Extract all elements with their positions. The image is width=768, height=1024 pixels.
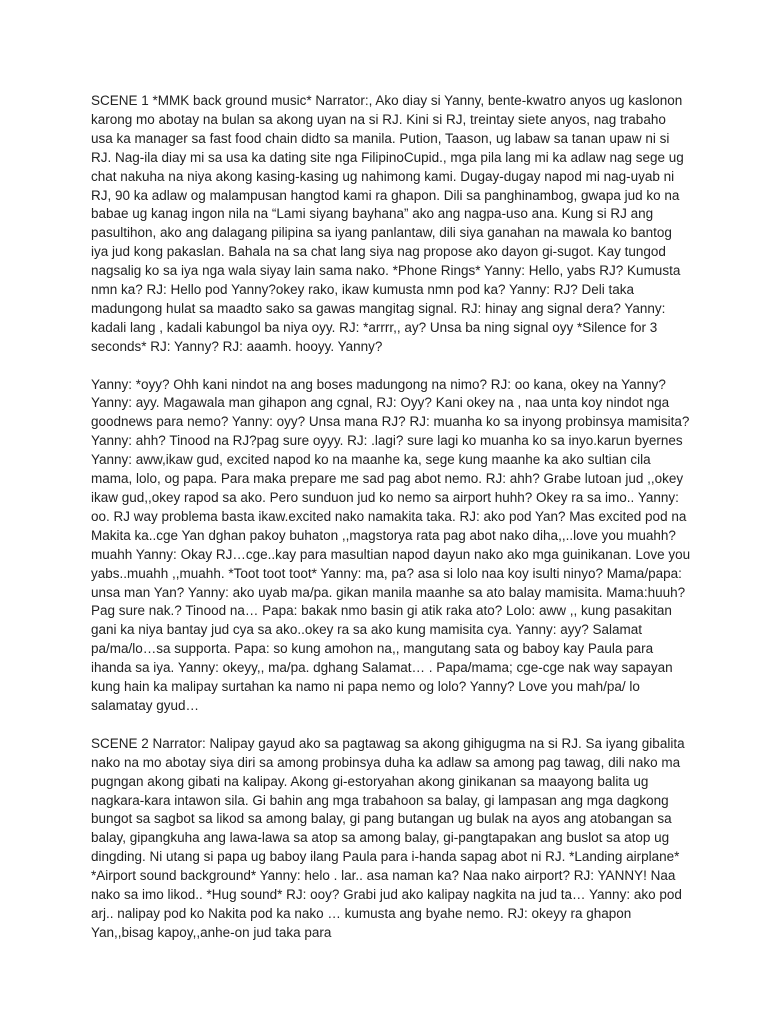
- phone-call-paragraph: Yanny: *oyy? Ohh kani nindot na ang boses madungong na nimo? RJ: oo kana, okey na Yanny? Yanny: ayy. Magawala man gihapon ang cgnal, RJ: Oyy? Kani okey na , naa unta koy nindot nga goodnews para nemo? Yanny: oyy? Unsa mana RJ? RJ: muanha ko sa inyong probinsya mamisita? Yanny: ahh? Tinood na RJ?pag sure oyyy. RJ: .lagi? sure lagi ko muanha ko sa inyo.karun byernes Yanny: aww,ikaw gud, excited napod ko na maanhe ka, sege kung maanhe ka ako sultian cila mama, lolo, og papa. Para maka prepare me sad pag abot nemo. RJ: ahh? Grabe lutoan jud ,,okey ikaw gud,,okey rapod sa ako. Pero sunduon jud ko nemo sa airport huhh? Okey ra sa imo.. Yanny: oo. RJ way problema basta ikaw.excited nako namakita taka. RJ: ako pod Yan? Mas excited pod na Makita ka..cge Yan dghan pakoy buhaton ,,magstorya rata pag abot nako diha,,..love you muahh?muahh Yanny: Okay RJ…cge..kay para masultian napod dayun nako ako mga guinikanan. Love you yabs..muahh ,,muahh. *Toot toot toot* Yanny: ma, pa? asa si lolo naa koy isulti ninyo? Mama/papa: unsa man Yan? Yanny: ako uyab ma/pa. gikan manila maanhe sa ato balay mamisita. Mama:huuh? Pag sure nak.? Tinood na… Papa: bakak nmo basin gi atik raka ato? Lolo: aww ,, kung pasakitan gani ka niya bantay jud cya sa ako..okey ra sa ako kung mamisita cya. Yanny: ayy? Salamat pa/ma/lo…sa supporta. Papa: so kung amohon na,, mangutang sata og baboy kay Paula para ihanda sa iya. Yanny: okeyy,, ma/pa. dghang Salamat… . Papa/mama; cge-cge nak way sapayan kung hain ka malipay surtahan ka namo ni papa nemo og lolo? Yanny? Love you mah/pa/ lo salamatay gyud…: [91, 376, 691, 713]
- scene-2-paragraph: SCENE 2 Narrator: Nalipay gayud ako sa pagtawag sa akong gihigugma na si RJ. Sa iyang gibalita nako na mo abotay siya diri sa among probinsya duha ka adlaw sa among pag tawag, dili nako ma pugngan akong gibati na kalipay. Akong gi-estoryahan akong ginikanan sa maayong balita ug nagkara-kara intawon sila. Gi bahin ang mga trabahoon sa balay, gi lampasan ang mga dagkong bungot sa sagbot sa likod sa among balay, gi pang butangan ug bulak na ayos ang atobangan sa balay, gipangkuha ang lawa-lawa sa atop sa among balay, gi-pangtapakan ang buslot sa atop ug dingding. Ni utang si papa ug baboy ilang Paula para i-handa sapag abot ni RJ. *Landing airplane* *Airport sound background* Yanny: helo . lar.. asa naman ka? Naa nako airport? RJ: YANNY! Naa nako sa imo likod.. *Hug sound* RJ: ooy? Grabi jud ako kalipay nagkita na jud ta… Yanny: ako pod arj.. nalipay pod ko Nakita pod ka nako … kumusta ang byahe nemo. RJ: okeyy ra ghapon Yan,,bisag kapoy,,anhe-on jud taka para: [91, 735, 685, 940]
- scene-1-paragraph: SCENE 1 *MMK back ground music* Narrator:, Ako diay si Yanny, bente-kwatro anyos ug kaslonon karong mo abotay na bulan sa akong uyan na si RJ. Kini si RJ, treintay siete anyos, nag trabaho usa ka manager sa fast food chain didto sa manila. Pution, Taason, ug labaw sa tanan upaw ni si RJ. Nag-ila diay mi sa usa ka dating site nga FilipinoCupid., mga pila lang mi ka adlaw nag sege ug chat nakuha na niya akong kasing-kasing ug nahimong kami. Dugay-dugay napod mi nag-uyab ni RJ, 90 ka adlaw og malampusan hangtod kami ra ghapon. Dili sa panghinambog, gwapa jud ko na babae ug kanag ingon nila na “Lami siyang bayhana” ako ang nagpa-uso ana. Kung si RJ ang pasultihon, ako ang dalagang pilipina sa iyang panlantaw, dili siya ganahan na mawala ko bantog iya jud kong pakaslan. Bahala na sa chat lang siya nag propose ako dayon gi-sugot. Kay tungod nagsalig ko sa iya nga wala siyay lain sama nako. *Phone Rings* Yanny: Hello, yabs RJ? Kumusta nmn ka? RJ: Hello pod Yanny?okey rako, ikaw kumusta nmn pod ka? Yanny: RJ? Deli taka madungong hulat sa maadto sako sa gawas mangitag signal. RJ: hinay ang signal dera? Yanny: kadali lang , kadali kabungol ba niya oyy. RJ: *arrrr,, ay? Unsa ba ning signal oyy *Silence for 3 seconds* RJ: Yanny? RJ: aaamh. hooyy. Yanny?: [91, 93, 684, 354]
- document-body: [91, 92, 691, 962]
